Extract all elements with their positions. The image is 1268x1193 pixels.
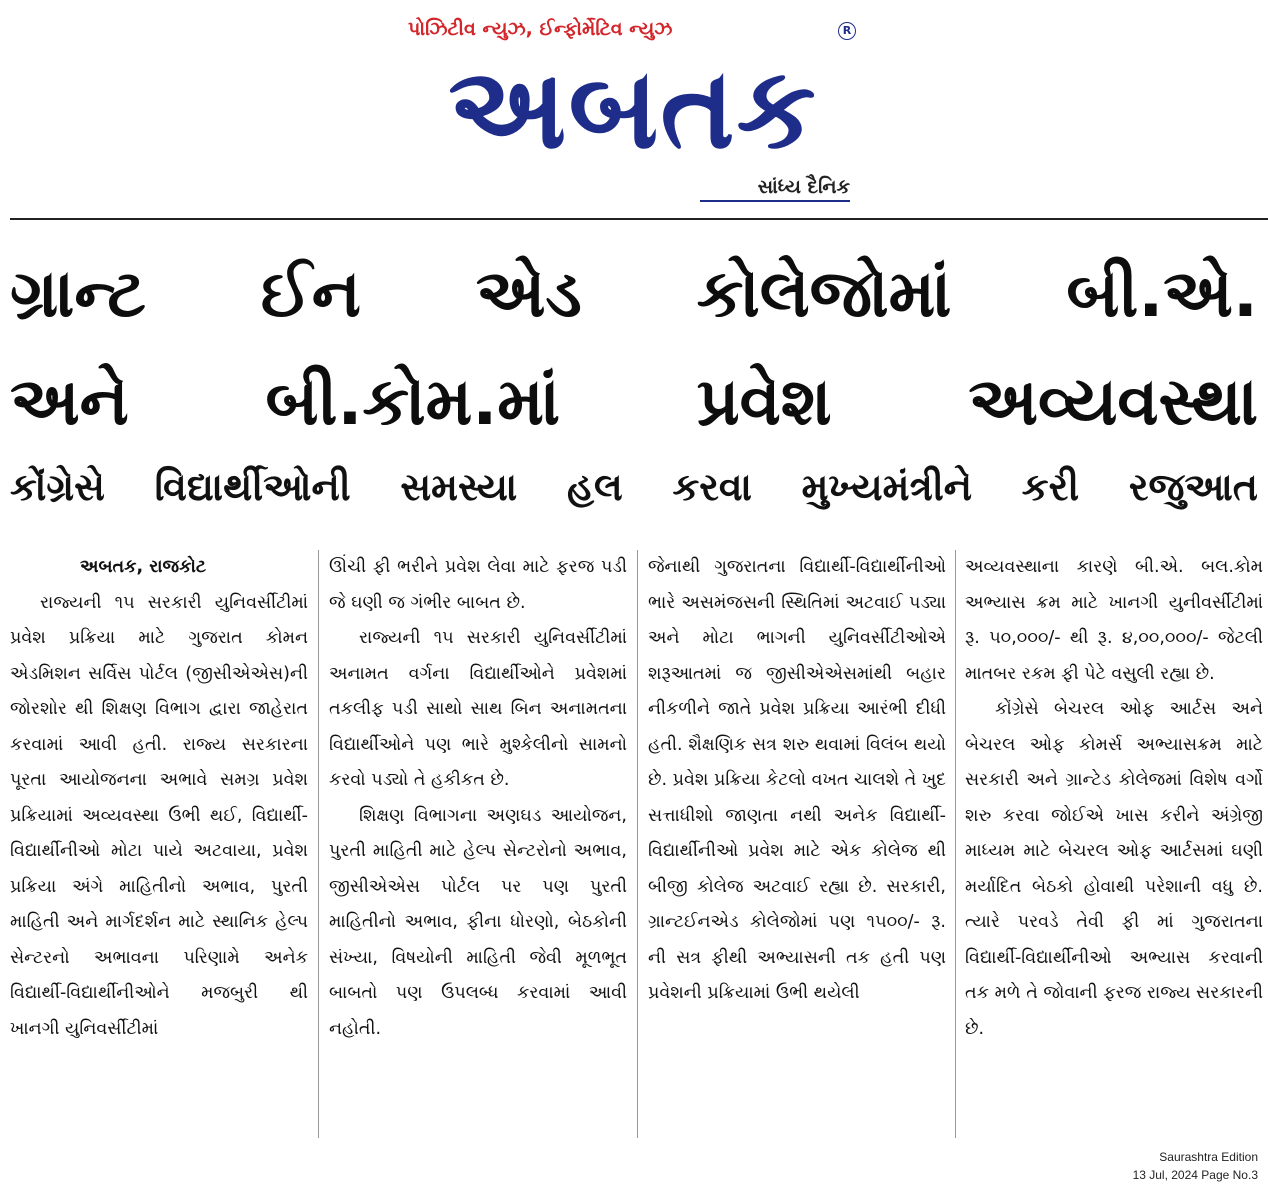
headline-line-1: ગ્રાન્ટ ઈન એડ કોલેજોમાં બી.એ. xyxy=(10,255,1258,332)
subtitle-underline xyxy=(700,200,850,202)
subheadline: કોંગ્રેસે વિદ્યાર્થીઓની સમસ્યા હલ કરવા મુખ્યમંત્રીને કરી રજુઆત xyxy=(10,465,1258,509)
paragraph: ઊંચી ફી ભરીને પ્રવેશ લેવા માટે ફરજ પડી જે ઘણી જ ગંભીર બાબત છે. xyxy=(329,557,627,613)
edition-date-page: 13 Jul, 2024 Page No.3 xyxy=(1132,1168,1258,1182)
paragraph: શિક્ષણ વિભાગના અણઘડ આયોજન, પુરતી માહિતી માટે હેલ્પ સેન્ટરોનો અભાવ, જીસીએએસ પોર્ટલ પર પણ પુરતી માહિતીનો અભાવ, ફીના ધોરણો, બેઠકોની સંખ્યા, વિષયોની માહિતી જેવી મૂળભૂત બાબતો પણ ઉપલબ્ધ કરવામાં આવી નહોતી. xyxy=(329,805,627,1039)
masthead xyxy=(0,0,1268,220)
paragraph: રાજ્યની ૧૫ સરકારી યુનિવર્સીટીમાં અનામત વર્ગના વિદ્યાર્થીઓને પ્રવેશમાં તકલીફ પડી સાથો સાથ બિન અનામતના વિદ્યાર્થીઓને પણ ભારે મુશ્કેલીનો સામનો કરવો પડ્યો તે હકીકત છે. xyxy=(329,628,627,790)
paragraph: કોંગ્રેસે બેચરલ ઓફ આર્ટસ અને બેચરલ ઓફ કોમર્સ અભ્યાસક્રમ માટે સરકારી અને ગ્રાન્ટેડ કોલેજમાં વિશેષ વર્ગો શરુ કરવા જોઈએ ખાસ કરીને અંગ્રેજી માધ્યમ માટે બેચરલ ઓફ આર્ટસમાં ઘણી મર્યાદિત બેઠકો હોવાથી પરેશાની વધુ છે. ત્યારે પરવડે તેવી ફી માં ગુજરાતના વિદ્યાર્થી-વિદ્યાર્થીનીઓ અભ્યાસ કરવાની તક મળે તે જોવાની ફરજ રાજ્ય સરકારની છે. xyxy=(965,699,1263,1039)
article-column-1 xyxy=(10,550,308,1140)
column-divider xyxy=(955,550,956,1138)
paragraph: રાજ્યની ૧૫ સરકારી યુનિવર્સીટીમાં પ્રવેશ પ્રક્રિયા માટે ગુજરાત કોમન એડમિશન સર્વિસ પોર્ટલ (જીસીએએસ)ની જોરશોર થી શિક્ષણ વિભાગ દ્વારા જાહેરાત કરવામાં આવી હતી. રાજ્ય સરકારના પૂરતા આયોજનના અભાવે સમગ્ર પ્રવેશ પ્રક્રિયામાં અવ્યવસ્થા ઉભી થઈ, વિદ્યાર્થી-વિદ્યાર્થીનીઓ મોટા પાયે અટવાયા, પ્રવેશ પ્રક્રિયા અંગે માહિતીનો અભાવ, પુરતી માહિતી અને માર્ગદર્શન માટે સ્થાનિક હેલ્પ સેન્ટરનો અભાવના પરિણામે અનેક વિદ્યાર્થી-વિદ્યાર્થીનીઓને મજબુરી થી ખાનગી યુનિવર્સીટીમાં xyxy=(10,592,308,1039)
article-column-3 xyxy=(648,550,946,1140)
edition-info xyxy=(958,1148,1258,1184)
paragraph: અવ્યવસ્થાના કારણે બી.એ. બલ.કોમ અભ્યાસ ક્રમ માટે ખાનગી યુનીવર્સીટીમાં રૂ. ૫૦,૦૦૦/- થી રૂ. ૪,૦૦,૦૦૦/- જેટલી માતબર રકમ ફી પેટે વસુલી રહ્યા છે. xyxy=(965,557,1263,684)
edition-name: Saurashtra Edition xyxy=(1159,1150,1258,1164)
newspaper-logo: અબતક xyxy=(448,44,818,174)
headline-line-2: અને બી.કોમ.માં પ્રવેશ અવ્યવસ્થા xyxy=(10,363,1258,440)
article-body xyxy=(10,550,1262,1140)
column-divider xyxy=(637,550,638,1138)
masthead-subtitle: સાંધ્ય દૈનિક xyxy=(757,176,850,198)
article-column-4 xyxy=(965,550,1263,1140)
masthead-divider xyxy=(10,218,1268,220)
registered-trademark-icon: R xyxy=(838,22,856,40)
article-column-2 xyxy=(329,550,627,1140)
column-divider xyxy=(318,550,319,1138)
paragraph: જેનાથી ગુજરાતના વિદ્યાર્થી-વિદ્યાર્થીનીઓ ભારે અસમંજસની સ્થિતિમાં અટવાઈ પડ્યા અને મોટા ભાગની યુનિવર્સીટીઓએ શરૂઆતમાં જ જીસીએએસમાંથી બહાર નીકળીને જાતે પ્રવેશ પ્રક્રિયા આરંભી દીધી હતી. શૈક્ષણિક સત્ર શરુ થવામાં વિલંબ થયો છે. પ્રવેશ પ્રક્રિયા કેટલો વખત ચાલશે તે ખુદ સત્તાધીશો જાણતા નથી અનેક વિદ્યાર્થી-વિદ્યાર્થીનીઓ પ્રવેશ માટે એક કોલેજ થી બીજી કોલેજ અટવાઈ રહ્યા છે. સરકારી, ગ્રાન્ટઈનએડ કોલેજોમાં પણ ૧૫૦૦/- રૂ. ની સત્ર ફીથી અભ્યાસની તક હતી પણ પ્રવેશની પ્રક્રિયામાં ઉભી થયેલી xyxy=(648,557,946,1003)
dateline: અબતક, રાજકોટ xyxy=(80,557,207,577)
masthead-tagline: પોઝિટીવ ન્યુઝ, ઈન્ફોર્મેટિવ ન્યુઝ xyxy=(408,18,673,40)
